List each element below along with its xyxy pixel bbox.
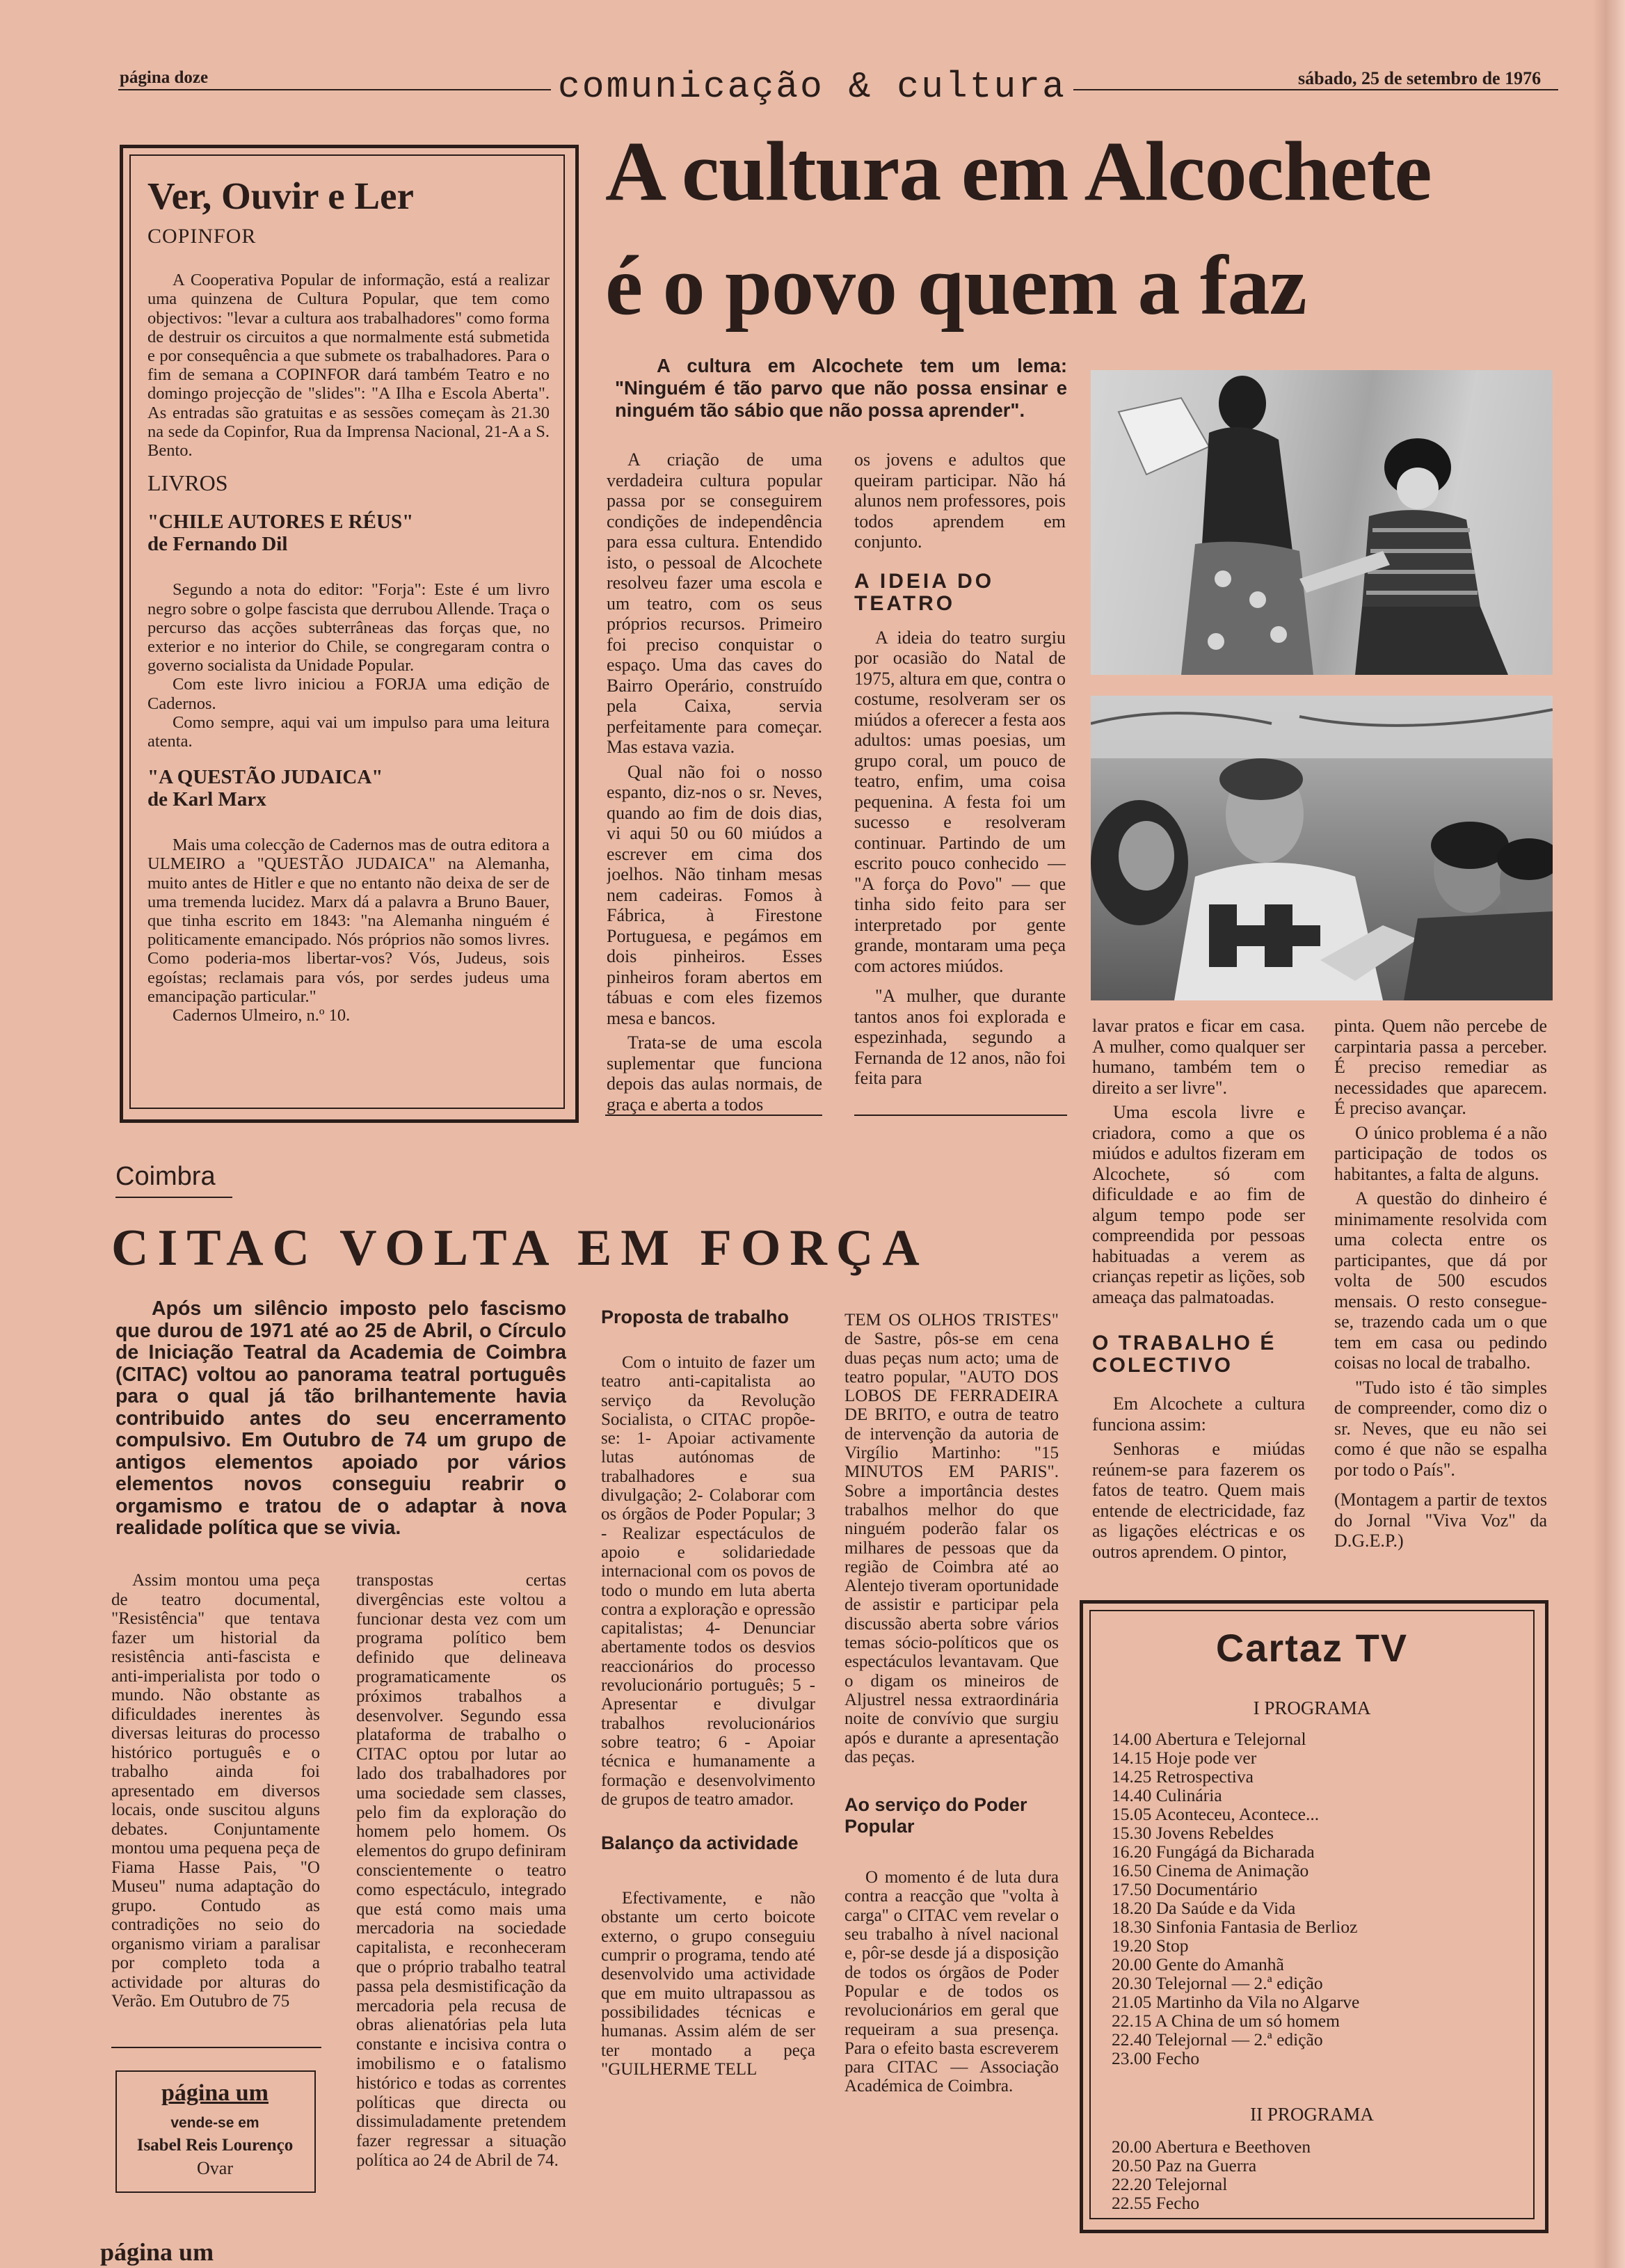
book1-text: Com este livro iniciou a FORJA uma edição de Cadernos. bbox=[147, 675, 550, 713]
tv-schedule-item: 20.50 Paz na Guerra bbox=[1112, 2155, 1257, 2175]
article-paragraph: pinta. Quem não percebe de carpintaria passa a perceber. É preciso remediar as necessidades que aparecem. É preciso avançar. bbox=[1334, 1016, 1547, 1118]
article-paragraph: os jovens e adultos que queiram participar. Não há alunos nem professores, pois todos aprendem em conjunto. bbox=[854, 449, 1066, 552]
theatre-photo-figures bbox=[1091, 370, 1553, 675]
article-paragraph: O único problema é a não participação de todos os habitantes, a falta de alguns. bbox=[1334, 1122, 1547, 1184]
tv-schedule-item: 22.40 Telejornal — 2.ª edição bbox=[1112, 2029, 1323, 2050]
tv-schedule-item: 15.30 Jovens Rebeldes bbox=[1112, 1823, 1274, 1843]
theatre-photo bbox=[1091, 370, 1553, 675]
tv-schedule-item: 20.00 Gente do Amanhã bbox=[1112, 1954, 1284, 1974]
article-credit: (Montagem a partir de textos do Jornal "Viva Voz" da D.G.E.P.) bbox=[1334, 1490, 1547, 1551]
article-paragraph: A ideia do teatro surgiu por ocasião do Natal de 1975, altura em que, contra o costume, resolveram ser os miúdos a oferecer a festa aos adultos: umas poesias, um grupo coral, um pouco de teatro, enfim, uma coisa pequenina. A festa foi um sucesso e resolveram continuar. Partindo de um escrito pouco conhecido — "A força do Povo" — que tinha sido feito para ser interpretado por gente grande, montaram uma peça com actores miúdos. bbox=[854, 627, 1066, 976]
classroom-photo bbox=[1091, 696, 1553, 1000]
book2-author: de Karl Marx bbox=[147, 788, 266, 811]
vendor-box-title: página um bbox=[161, 2080, 269, 2106]
alcochete-column bbox=[1334, 1016, 1547, 1556]
cartaz-program-heading: II PROGRAMA bbox=[1250, 2104, 1374, 2125]
tv-schedule-item: 20.00 Abertura e Beethoven bbox=[1112, 2137, 1311, 2157]
tv-schedule-item: 22.15 A China de um só homem bbox=[1112, 2011, 1340, 2031]
header-date: sábado, 25 de setembro de 1976 bbox=[1292, 68, 1541, 89]
article-paragraph: Efectivamente, e não obstante um certo boicote externo, o grupo conseguiu cumprir o programa, tendo até desenvolvido uma actividade que em muito ultrapassou as possibilidades técnicas e humanas. Assim além de ser ter montado a peça "GUILHERME TELL bbox=[601, 1889, 815, 2079]
sidebar-content bbox=[147, 174, 550, 1030]
tv-schedule-item: 23.00 Fecho bbox=[1112, 2048, 1200, 2068]
vendor-box-text: Isabel Reis Lourenço bbox=[136, 2136, 294, 2155]
sidebar-title: Ver, Ouvir e Ler bbox=[147, 175, 414, 217]
article-paragraph: Com o intuito de fazer um teatro anti-capitalista ao serviço da Revolução Socialista, o CITAC propõe-se: 1- Apoiar activamente lutas autónomas de trabalhadores e sua divulgação; 2- Colaborar com os órgãos de Poder Popular; 3 - Realizar espectáculos de apoio e solidariedade internacional com os povos de todo o mundo em luta aberta contra a exploração e opressão capitalistas; 4- Denunciar abertamente todos os desvios reaccionários do processo revolucionário português; 5 - Apresentar e divulgar trabalhos revolucionários sobre teatro; 6 - Apoiar técnica e humanamente a formação e desenvolvimento de grupos de teatro amador. bbox=[601, 1353, 815, 1809]
article-paragraph: lavar pratos e ficar em casa. A mulher, como qualquer ser humano, também tem o direito a ser livre". bbox=[1092, 1016, 1305, 1098]
article-paragraph: "Tudo isto é tão simples de compreender, como diz o sr. Neves, que eu não sei como é que não se espalha por todo o País". bbox=[1334, 1377, 1547, 1480]
tv-schedule-item: 18.30 Sinfonia Fantasia de Berlioz bbox=[1112, 1917, 1358, 1937]
coimbra-headline: CITAC VOLTA EM FORÇA bbox=[111, 1220, 929, 1277]
alcochete-lead: A cultura em Alcochete tem um lema: "Ninguém é tão parvo que não possa ensinar e ninguém tão sábio que não possa aprender". bbox=[615, 355, 1067, 421]
article-paragraph: Qual não foi o nosso espanto, diz-nos o sr. Neves, quando ao fim de dois dias, vi aqui 50 ou 60 miúdos a escrever em cima dos joelhos. Não tinham mesas nem cadeiras. Fomos à Fábrica, à Firestone Portuguesa, e pegámos em dois pinheiros. Esses pinheiros foram abertos em tábuas e com eles fizemos mesa e bancos. bbox=[607, 761, 822, 1028]
section-heading: Ao serviço do Poder Popular bbox=[844, 1794, 1027, 1837]
article-paragraph: Senhoras e miúdas reúnem-se para fazerem os fatos de teatro. Quem mais entende de electricidade, faz as ligações eléctricas e os outros aprendem. O pintor, bbox=[1092, 1439, 1305, 1562]
kicker-underline bbox=[115, 1197, 232, 1198]
tv-schedule-item: 14.00 Abertura e Telejornal bbox=[1112, 1729, 1306, 1749]
vendor-box-text: vende-se em bbox=[170, 2115, 259, 2131]
tv-schedule-list bbox=[1112, 1730, 1522, 2068]
classroom-photo-figures bbox=[1091, 696, 1553, 1000]
tv-schedule-item: 15.05 Aconteceu, Acontece... bbox=[1112, 1804, 1320, 1824]
section-heading: A IDEIA DO TEATRO bbox=[854, 569, 995, 615]
book1-author: de Fernando Dil bbox=[147, 533, 288, 556]
coimbra-column bbox=[601, 1307, 815, 2083]
tv-schedule-item: 22.55 Fecho bbox=[1112, 2193, 1200, 2213]
column-rule bbox=[111, 2047, 321, 2048]
section-heading: Proposta de trabalho bbox=[601, 1307, 790, 1327]
tv-schedule-item: 18.20 Da Saúde e da Vida bbox=[1112, 1898, 1296, 1918]
livros-heading: LIVROS bbox=[147, 470, 228, 496]
coimbra-column bbox=[844, 1311, 1059, 2100]
article-paragraph: A questão do dinheiro é minimamente resolvida com uma colecta entre os participantes, que dá por volta de 500 escudos mensais. O resto consegue-se, trazendo cada um o que tem em casa ou pedindo coisas no local de trabalho. bbox=[1334, 1188, 1547, 1373]
alcochete-headline: A cultura em Alcochete bbox=[605, 125, 1432, 218]
page-label: página doze bbox=[120, 68, 214, 88]
tv-schedule-item: 14.40 Culinária bbox=[1112, 1785, 1222, 1805]
book2-title: "A QUESTÃO JUDAICA" bbox=[147, 766, 383, 789]
book2-text: Mais uma colecção de Cadernos mas de outra editora a ULMEIRO a "QUESTÃO JUDAICA" na Alemanha, muito antes de Hitler e que no entanto não deixa de ser de uma tremenda lucidez. Marx dá a palavra a Bruno Bauer, que tinha escrito em 1843: "na Alemanha ninguém é politicamente emancipado. Nós próprios não somos livres. Como poderia-mos libertar-vos? Vós, Judeus, sois egoístas; reclamais para vós, por serdes judeus uma emancipação particular." bbox=[147, 836, 550, 1006]
tv-schedule-item: 14.25 Retrospectiva bbox=[1112, 1766, 1254, 1787]
copinfor-text: A Cooperativa Popular de informação, está a realizar uma quinzena de Cultura Popular, que tem como objectivos: "levar a cultura aos trabalhadores" como forma de destruir os circuitos a que normalmente está submetida e por consequência a que submete os trabalhadores. Para o fim de semana a COPINFOR dará também Teatro e no domingo projecção de "slides": "A Ilha e Escola Aberta". As entradas são gratuitas e as sessões começam às 21.30 na sede da Copinfor, Rua da Imprensa Nacional, 21-A a S. Bento. bbox=[147, 271, 550, 461]
article-paragraph: Assim montou uma peça de teatro documental, "Resistência" que tentava fazer um historial da resistência anti-fascista e anti-imperialista por todo o mundo. Não obstante as dificuldades inerentes às diversas leituras do processo histórico português e o trabalho ainda foi apresentado em diversos locais, onde suscitou alguns debates. Conjuntamente montou uma pequena peça de Fiama Hasse Pais, "O Museu" numa adaptação do grupo. Contudo as contradições no seio do organismo viriam a paralisar por completo toda a actividade por alturas do Verão. Em Outubro de 75 bbox=[111, 1571, 320, 2011]
vendor-box-text: Ovar bbox=[197, 2158, 233, 2178]
tv-schedule-item: 17.50 Documentário bbox=[1112, 1879, 1258, 1899]
section-title: comunicação & cultura bbox=[551, 66, 1073, 108]
coimbra-column bbox=[356, 1571, 566, 2175]
alcochete-headline: é o povo quem a faz bbox=[605, 239, 1306, 333]
article-paragraph: Uma escola livre e criadora, como a que os miúdos e adultos fizeram em Alcochete, só com dificuldade e ao fim de algum tempo pode ser compreendida por pessoas habituadas a verem as crianças repetir as lições, sob ameaça das palmatoadas. bbox=[1092, 1102, 1305, 1307]
alcochete-column bbox=[607, 449, 822, 1117]
tv-schedule-item: 14.15 Hoje pode ver bbox=[1112, 1748, 1257, 1768]
copinfor-heading: COPINFOR bbox=[147, 225, 257, 248]
tv-schedule-list bbox=[1112, 2137, 1522, 2212]
article-paragraph: transpostas certas divergências este voltou a funcionar desta vez com um programa político bem definido que delineava programaticamente os próximos trabalhos a desenvolver. Segundo essa plataforma de trabalho o CITAC optou por lutar ao lado dos trabalhadores por uma sociedade sem classes, pelo fim da exploração do homem pelo homem. Os elementos do grupo definiram conscientemente o teatro como espectáculo, integrado que está como mais uma mercadoria na sociedade capitalista, e reconheceram que o próprio trabalho teatral passa pela desmistificação da mercadoria pela recusa de obras alienatórias pela luta constante e incisiva contra o imobilismo e o fatalismo histórico e todas as correntes políticas que directa ou dissimuladamente pretendem fazer regressar a situação política ao 24 de Abril de 74. bbox=[356, 1571, 566, 2170]
book2-source: Cadernos Ulmeiro, n.º 10. bbox=[173, 1006, 351, 1025]
cartaz-program-heading: I PROGRAMA bbox=[1253, 1698, 1371, 1718]
alcochete-column bbox=[854, 449, 1066, 1117]
book1-text: Como sempre, aqui vai um impulso para uma leitura atenta. bbox=[147, 712, 550, 751]
coimbra-lead: Após um silêncio imposto pelo fascismo que durou de 1971 até ao 25 de Abril, o Círculo de Iniciação Teatral da Academia de Coimbra (CITAC) voltou ao panorama teatral português para o qual já tão brilhantemente havia contribuido antes do seu encerramento compulsivo. Em Outubro de 74 um grupo de antigos elementos apoiado por vários elementos novos conseguiu reabrir o orgamismo e tratou de o adaptar à nova realidade política que se vivia. bbox=[115, 1297, 566, 1539]
column-rule bbox=[605, 1115, 822, 1116]
tv-schedule-item: 21.05 Martinho da Vila no Algarve bbox=[1112, 1992, 1360, 2012]
cartaz-title: Cartaz TV bbox=[1215, 1626, 1409, 1670]
article-paragraph: O momento é de luta dura contra a reacção que "volta à carga" o CITAC vem revelar o seu trabalho à nível nacional e, pôr-se desde já a disposição de todos os órgãos de Poder Popular e de todos os revolucionários em geral que requeiram a sua presença. Para o efeito basta escreverem para CITAC — Associação Académica de Coimbra. bbox=[844, 1868, 1059, 2096]
coimbra-column bbox=[111, 1571, 320, 2015]
coimbra-kicker: Coimbra bbox=[115, 1162, 216, 1191]
tv-schedule-item: 16.50 Cinema de Animação bbox=[1112, 1860, 1309, 1880]
article-paragraph: TEM OS OLHOS TRISTES" de Sastre, pôs-se em cena duas peças num acto; uma de teatro popular, "AUTO DOS LOBOS DE FERRADEIRA DE BRITO, e outra de teatro de intervenção da autoria de Virgílio Martinho: "15 MINUTOS EM PARIS". Sobre a importância destes trabalhos melhor do que ninguém poderão falar os milhares de pessoas que da região de Coimbra até ao Alentejo tiveram oportunidade de assistir e participar pela discussão aberta sobre vários temas sócio-políticos que os espectáculos levantavam. Que o digam os mineiros de Aljustrel nessa extraordinária noite de convívio que surgiu após e durante a apresentação das peças. bbox=[844, 1311, 1059, 1766]
book1-title: "CHILE AUTORES E RÉUS" bbox=[147, 511, 414, 534]
article-paragraph: Em Alcochete a cultura funciona assim: bbox=[1092, 1393, 1305, 1435]
article-paragraph: Trata-se de uma escola suplementar que funciona depois das aulas normais, de graça e aberta a todos bbox=[607, 1032, 822, 1115]
paper-edge bbox=[1593, 0, 1625, 2268]
tv-schedule-item: 22.20 Telejornal bbox=[1112, 2174, 1228, 2194]
footer-masthead: página um bbox=[100, 2238, 214, 2266]
tv-schedule-item: 16.20 Fungágá da Bicharada bbox=[1112, 1842, 1315, 1862]
article-paragraph: A criação de uma verdadeira cultura popular passa por se conseguirem condições de independência para essa cultura. Entendido isto, o pessoal de Alcochete resolveu fazer uma escola e um teatro, com os seus próprios recursos. Primeiro foi preciso conquistar o espaço. Uma das caves do Bairro Operário, construído pela Caixa, servia perfeitamente para começar. Mas estava vazia. bbox=[607, 449, 822, 757]
column-rule bbox=[854, 1115, 1067, 1116]
article-paragraph: "A mulher, que durante tantos anos foi explorada e espezinhada, segundo a Fernanda de 12 anos, não foi feita para bbox=[854, 986, 1066, 1088]
tv-schedule-item: 19.20 Stop bbox=[1112, 1935, 1189, 1956]
section-heading: Balanço da actividade bbox=[601, 1832, 799, 1854]
alcochete-column bbox=[1092, 1016, 1305, 1566]
section-heading: O TRABALHO É COLECTIVO bbox=[1092, 1332, 1276, 1377]
tv-schedule-item: 20.30 Telejornal — 2.ª edição bbox=[1112, 1973, 1323, 1993]
book1-text: Segundo a nota do editor: "Forja": Este é um livro negro sobre o golpe fascista que derrubou Allende. Traça o percurso das acções subterrâneas das forças que, no exterior e no interior do Chile, se congregaram contra o governo socialista da Unidade Popular. bbox=[147, 580, 550, 676]
